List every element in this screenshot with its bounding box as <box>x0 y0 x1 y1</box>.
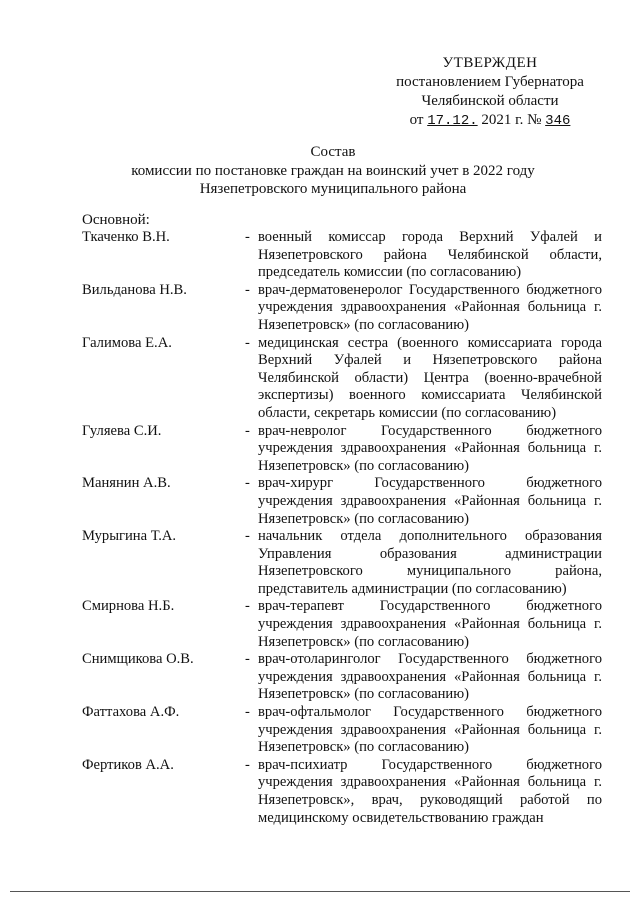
member-row <box>82 528 602 598</box>
approval-heading: УТВЕРЖДЕН <box>442 55 538 71</box>
member-name: Фертиков А.А. <box>82 756 174 773</box>
title-line-composition: Состав <box>310 144 356 160</box>
member-name: Ткаченко В.Н. <box>82 229 170 245</box>
member-row <box>82 475 602 528</box>
member-dash: - <box>245 334 250 351</box>
approval-number: 346 <box>545 113 571 129</box>
member-dash: - <box>245 598 250 615</box>
member-duty: военный комиссар города Верхний Уфалей и Нязепетровского района Челябинской области, председатель комиссии (по согласованию) <box>258 229 602 281</box>
member-row <box>82 423 602 476</box>
member-name: Снимщикова О.В. <box>82 651 194 668</box>
member-name: Мурыгина Т.А. <box>82 528 177 545</box>
member-duty: врач-терапевт Государственного бюджетного учреждения здравоохранения «Районная больница г. Нязепетровск» (по согласованию) <box>258 598 602 650</box>
member-row <box>82 282 602 335</box>
member-dash: - <box>245 281 250 298</box>
member-duty: врач-психиатр Государственного бюджетного учреждения здравоохранения «Районная больница г. Нязепетровск», врач, руководящий работой по медицинскому освидетельствованию граждан <box>258 756 602 826</box>
member-duty: врач-невролог Государственного бюджетного учреждения здравоохранения «Районная больница г. Нязепетровск» (по согласованию) <box>258 422 602 474</box>
approval-date-number-line <box>380 111 600 131</box>
member-duty: врач-хирург Государственного бюджетного учреждения здравоохранения «Районная больница г. Нязепетровск» (по согласованию) <box>258 475 602 527</box>
member-duty: врач-отоларинголог Государственного бюджетного учреждения здравоохранения «Районная больница г. Нязепетровск» (по согласованию) <box>258 651 602 703</box>
member-duty: медицинская сестра (военного комиссариата города Верхний Уфалей и Нязепетровского района Челябинской области) Центра (военно-врачебной экспертизы) военного комиссариата Челябинской области, секретарь комиссии (по согласованию) <box>258 334 602 421</box>
member-row <box>82 598 602 651</box>
member-name: Гуляева С.И. <box>82 422 162 439</box>
title-line-commission: комиссии по постановке граждан на воинский учет в 2022 году <box>131 162 535 179</box>
member-dash: - <box>245 229 250 245</box>
member-dash: - <box>245 422 250 439</box>
member-row <box>82 651 602 704</box>
member-dash: - <box>245 651 250 668</box>
member-row <box>82 335 602 423</box>
members-list <box>82 229 602 827</box>
document-title <box>60 143 606 199</box>
title-line-district: Нязепетровского муниципального района <box>199 181 467 197</box>
member-dash: - <box>245 756 250 773</box>
member-row <box>82 757 602 827</box>
approval-stamp <box>380 54 600 131</box>
member-name: Фаттахова А.Ф. <box>82 704 180 721</box>
approval-region-line: Челябинской области <box>421 93 559 109</box>
member-name: Вильданова Н.В. <box>82 281 187 298</box>
member-dash: - <box>245 528 250 545</box>
approval-year-number-label: 2021 г. № <box>481 112 542 128</box>
member-row <box>82 229 602 282</box>
member-name: Манянин А.В. <box>82 475 171 492</box>
member-name: Смирнова Н.Б. <box>82 598 175 615</box>
approval-resolution-line: постановлением Губернатора <box>396 74 584 90</box>
member-dash: - <box>245 704 250 721</box>
member-duty: врач-дерматовенеролог Государственного бюджетного учреждения здравоохранения «Районная больница г. Нязепетровск» (по согласованию) <box>258 281 602 333</box>
member-duty: врач-офтальмолог Государственного бюджетного учреждения здравоохранения «Районная больница г. Нязепетровск» (по согласованию) <box>258 704 602 756</box>
member-duty: начальник отдела дополнительного образования Управления образования администрации Нязепетровского муниципального района, представитель администрации (по согласованию) <box>258 528 602 597</box>
approval-date: 17.12. <box>427 113 478 129</box>
section-label-main: Основной: <box>82 212 150 228</box>
member-name: Галимова Е.А. <box>82 334 172 351</box>
member-row <box>82 704 602 757</box>
page-bottom-rule <box>10 891 630 892</box>
approval-from-label: от <box>409 112 424 128</box>
member-dash: - <box>245 475 250 492</box>
